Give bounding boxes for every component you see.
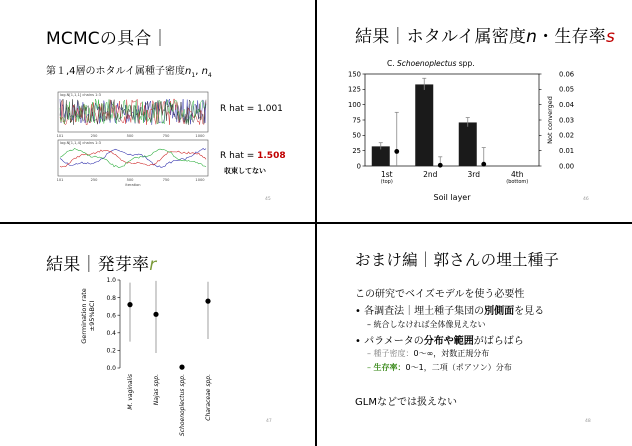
trace-2-x-tick: 500	[126, 178, 134, 182]
title-text: 結果｜ホタルイ属密度	[355, 27, 527, 47]
bullet-1-sub-text: 統合しなければ全体像見えない	[373, 320, 486, 329]
footer-line: GLMなどでは扱えない	[355, 397, 457, 408]
bullet-2	[355, 332, 524, 347]
right-tick-label: 0.05	[559, 85, 575, 94]
subscript-1: 1	[191, 72, 196, 79]
y-tick-label: 0.8	[106, 294, 116, 302]
category-2nd: 2nd	[423, 170, 438, 179]
germination-point	[127, 302, 132, 307]
slide-results-germination	[0, 224, 315, 446]
chart-title-italic: Schoenoplectus	[397, 59, 457, 68]
category-3rd: 3rd	[467, 170, 480, 179]
slide-title	[46, 250, 156, 275]
left-axis	[348, 70, 365, 170]
point-1st	[394, 149, 399, 154]
sub-2-text: 0〜1，二項（ポアソン）分布	[405, 363, 512, 372]
category-labels	[381, 170, 529, 185]
page-number: 47	[266, 419, 272, 424]
species-labels	[127, 374, 212, 436]
bullet-2-sub-2	[367, 362, 512, 373]
mcmc-trace-plots	[52, 88, 210, 188]
title-s: s	[605, 27, 616, 47]
bullet-1-sub	[367, 319, 486, 330]
species-label: Characeae spp.	[205, 374, 212, 421]
rhat-2-prefix: R hat =	[220, 151, 258, 161]
point-3rd	[481, 162, 486, 167]
species-label: Schoenoplectus spp.	[179, 374, 186, 437]
left-tick-label: 50	[352, 131, 361, 140]
right-axis	[539, 70, 574, 170]
left-tick-label: 25	[352, 147, 361, 156]
title-n: n	[526, 27, 538, 47]
page-number: 48	[585, 419, 591, 424]
point-2nd	[438, 163, 443, 168]
title-r: r	[149, 255, 157, 275]
n-symbol: n	[185, 66, 192, 77]
trace-2-x-tick: 250	[90, 178, 98, 182]
right-tick-label: 0.00	[559, 162, 575, 171]
trace-1-x-tick: 1000	[195, 134, 205, 138]
slide-results-density	[317, 0, 632, 222]
species-label: M. vaginalis	[127, 374, 134, 410]
intro-line: この研究でベイズモデルを使う必要性	[355, 289, 525, 300]
left-tick-label: 75	[352, 116, 361, 125]
comma: ,	[195, 66, 202, 77]
trace-1-x-tick: 500	[126, 134, 134, 138]
category-sublabel: (top)	[380, 179, 393, 185]
trace-1-x-tick: 250	[90, 134, 98, 138]
chart-title-prefix: C.	[387, 59, 398, 68]
page-number: 46	[583, 197, 589, 202]
x-axis-label: Soil layer	[433, 193, 471, 202]
slide-title	[355, 22, 615, 47]
category-1st: 1st	[380, 170, 393, 179]
title-mid: ・生存率	[537, 27, 606, 47]
bullet-2-bold: 分布や範囲	[423, 336, 474, 347]
slide-extra	[317, 224, 632, 446]
bullet-glyph: •	[355, 336, 361, 347]
page-number: 45	[265, 197, 271, 202]
rhat-2-value: 1.508	[257, 151, 286, 161]
not-converged-note: 収束してない	[224, 167, 266, 175]
germination-point	[205, 299, 210, 304]
chart-title	[387, 59, 475, 68]
dash-glyph: –	[367, 320, 371, 329]
right-axis-label: Not converged	[546, 96, 554, 144]
bars	[372, 78, 477, 166]
germination-point	[153, 312, 158, 317]
trace-1-x-tick: 750	[162, 134, 170, 138]
bullet-glyph: •	[355, 306, 361, 317]
left-tick-label: 150	[348, 70, 361, 79]
chart-title-suffix: spp.	[456, 59, 475, 68]
y-tick-label: 0.6	[106, 312, 116, 320]
y-tick-label: 0.4	[106, 330, 116, 337]
bullet-2-text: パラメータの	[364, 336, 424, 347]
right-tick-label: 0.02	[559, 131, 575, 140]
y-tick-label: 0.0	[106, 365, 116, 373]
right-tick-label: 0.01	[559, 147, 575, 156]
trace-1-x-tick: 101	[56, 134, 64, 138]
species-label: Najas spp.	[153, 374, 160, 406]
bullet-2-sub-1	[367, 348, 489, 359]
bullet-1-text: 各調査法｜埋土種子集団の	[364, 306, 485, 317]
trace-x-label: iteration	[125, 183, 141, 187]
trace-plot-2-frame	[58, 140, 208, 176]
y-tick-label: 1.0	[106, 277, 116, 285]
slide-title: おまけ編｜郭さんの埋土種子	[355, 251, 560, 269]
left-tick-label: 100	[348, 101, 361, 110]
category-sublabel: (bottom)	[506, 179, 529, 185]
plot-frame	[365, 74, 539, 166]
bullet-2-tail: がばらばら	[473, 336, 524, 347]
left-tick-label: 125	[348, 85, 361, 94]
slide-mcmc	[0, 0, 315, 222]
title-text: 結果｜発芽率	[46, 255, 150, 275]
germination-point	[179, 365, 184, 370]
right-tick-label: 0.04	[559, 101, 575, 110]
y-tick-label: 0.2	[106, 347, 116, 355]
n-symbol-2: n	[201, 66, 208, 77]
subscript-4: 4	[207, 72, 212, 79]
trace-2-x-tick: 1000	[195, 178, 205, 182]
dash-glyph: –	[367, 363, 371, 372]
germination-points	[127, 281, 210, 370]
y-axis	[106, 277, 120, 372]
slide-subtitle	[46, 62, 212, 79]
trace-plot-1-label: log.N[1,1,1] chains 1:3	[60, 93, 101, 97]
dash-glyph: –	[367, 349, 371, 358]
bar-3rd	[459, 122, 477, 166]
y-axis-label-2: ±95%BCI	[88, 300, 96, 332]
sub-2-label: 生存率：	[373, 363, 406, 372]
sub-1-label: 種子密度：	[373, 349, 414, 358]
rhat-1: R hat = 1.001	[220, 104, 283, 114]
slide-title: MCMCの具合｜	[46, 29, 169, 49]
y-axis-label-1: Germination rate	[80, 288, 88, 344]
bar-2nd	[415, 84, 433, 166]
trace-plot-2-label: log.N[1,1,4] chains 1:3	[60, 141, 101, 145]
subtitle-text: 第１,4層のホタルイ属種子密度	[46, 66, 186, 77]
sub-1-text: 0〜∞，対数正規分布	[413, 349, 490, 358]
right-tick-label: 0.03	[559, 116, 575, 125]
trace-2-x-tick: 750	[162, 178, 170, 182]
bullet-1	[355, 302, 544, 317]
bullet-1-bold: 別側面	[484, 306, 515, 317]
density-survival-chart	[317, 56, 632, 206]
bullet-1-tail: を見る	[514, 306, 545, 317]
rhat-2	[220, 151, 286, 161]
trace-2-x-tick: 101	[56, 178, 64, 182]
category-4th: 4th	[511, 170, 524, 179]
right-tick-label: 0.06	[559, 70, 575, 79]
left-tick-label: 0	[356, 162, 361, 171]
